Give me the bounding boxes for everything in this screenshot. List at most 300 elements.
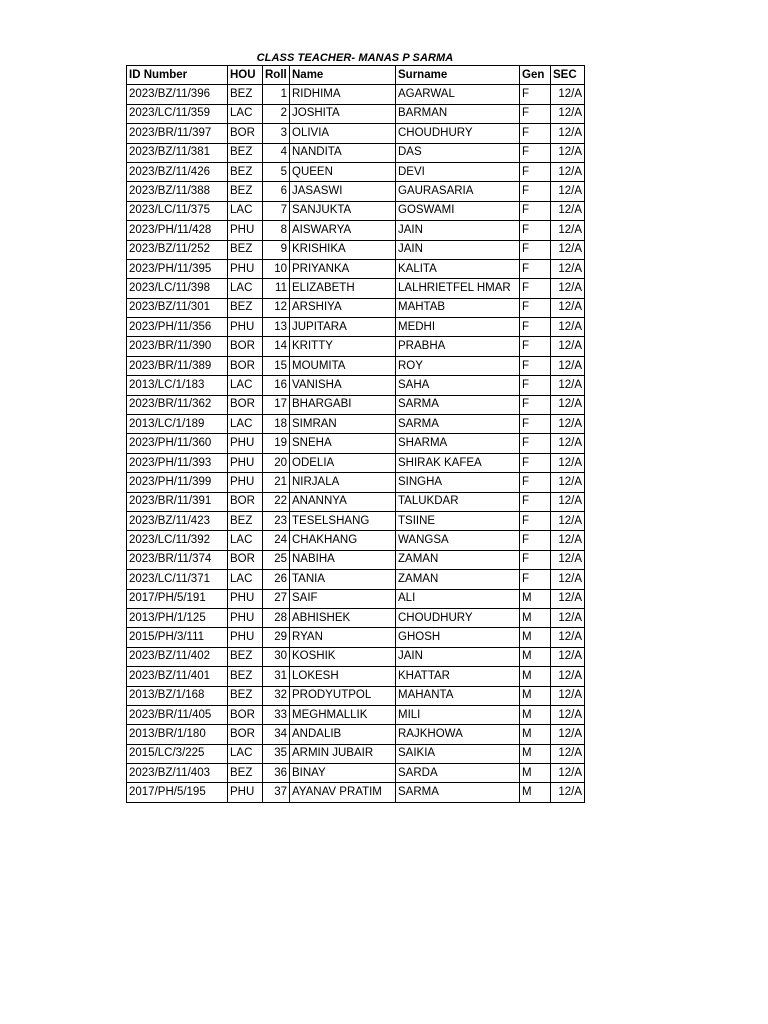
table-row	[127, 705, 585, 724]
cell-house: BEZ	[228, 298, 263, 317]
cell-surname: ALI	[396, 589, 520, 608]
cell-id-number: 2015/PH/3/111	[127, 628, 228, 647]
table-row	[127, 764, 585, 783]
cell-id-number: 2023/BR/11/391	[127, 492, 228, 511]
cell-id-number: 2023/PH/11/395	[127, 259, 228, 278]
cell-roll: 15	[263, 356, 290, 375]
table-row	[127, 104, 585, 123]
cell-surname: ZAMAN	[396, 570, 520, 589]
cell-roll: 22	[263, 492, 290, 511]
cell-section: 12/A	[551, 667, 585, 686]
cell-name: CHAKHANG	[290, 531, 396, 550]
cell-gender: F	[520, 434, 551, 453]
cell-id-number: 2023/BZ/11/423	[127, 511, 228, 530]
header-id-number: ID Number	[127, 66, 228, 85]
cell-name: ELIZABETH	[290, 279, 396, 298]
cell-name: BINAY	[290, 764, 396, 783]
cell-house: BOR	[228, 124, 263, 143]
cell-house: BOR	[228, 337, 263, 356]
cell-roll: 36	[263, 764, 290, 783]
header-gender: Gen	[520, 66, 551, 85]
cell-name: JASASWI	[290, 182, 396, 201]
cell-name: ODELIA	[290, 453, 396, 472]
cell-house: BEZ	[228, 764, 263, 783]
cell-house: LAC	[228, 570, 263, 589]
cell-surname: SAIKIA	[396, 744, 520, 763]
cell-surname: SAHA	[396, 376, 520, 395]
cell-name: ANDALIB	[290, 725, 396, 744]
cell-roll: 27	[263, 589, 290, 608]
cell-section: 12/A	[551, 783, 585, 802]
cell-section: 12/A	[551, 124, 585, 143]
cell-house: PHU	[228, 608, 263, 627]
table-row	[127, 647, 585, 666]
cell-id-number: 2013/BZ/1/168	[127, 686, 228, 705]
cell-roll: 6	[263, 182, 290, 201]
cell-id-number: 2013/LC/1/189	[127, 415, 228, 434]
cell-surname: SHIRAK KAFEA	[396, 453, 520, 472]
cell-roll: 16	[263, 376, 290, 395]
cell-name: RIDHIMA	[290, 85, 396, 104]
cell-section: 12/A	[551, 647, 585, 666]
cell-house: BOR	[228, 492, 263, 511]
cell-section: 12/A	[551, 764, 585, 783]
cell-section: 12/A	[551, 589, 585, 608]
cell-id-number: 2023/LC/11/392	[127, 531, 228, 550]
cell-id-number: 2023/PH/11/360	[127, 434, 228, 453]
cell-house: BEZ	[228, 162, 263, 181]
table-row	[127, 124, 585, 143]
cell-name: KRITTY	[290, 337, 396, 356]
cell-name: MEGHMALLIK	[290, 705, 396, 724]
cell-surname: BARMAN	[396, 104, 520, 123]
cell-section: 12/A	[551, 259, 585, 278]
table-row	[127, 550, 585, 569]
cell-section: 12/A	[551, 221, 585, 240]
cell-section: 12/A	[551, 531, 585, 550]
cell-name: ANANNYA	[290, 492, 396, 511]
cell-section: 12/A	[551, 182, 585, 201]
cell-surname: AGARWAL	[396, 85, 520, 104]
cell-gender: F	[520, 85, 551, 104]
cell-house: BOR	[228, 705, 263, 724]
cell-house: LAC	[228, 376, 263, 395]
cell-name: PRIYANKA	[290, 259, 396, 278]
cell-gender: M	[520, 589, 551, 608]
table-row	[127, 337, 585, 356]
cell-roll: 10	[263, 259, 290, 278]
cell-section: 12/A	[551, 356, 585, 375]
student-roster-table	[126, 65, 585, 803]
cell-house: BOR	[228, 395, 263, 414]
cell-section: 12/A	[551, 162, 585, 181]
cell-gender: M	[520, 764, 551, 783]
cell-roll: 34	[263, 725, 290, 744]
cell-gender: F	[520, 318, 551, 337]
table-row	[127, 162, 585, 181]
cell-house: BEZ	[228, 511, 263, 530]
cell-roll: 35	[263, 744, 290, 763]
cell-surname: SARMA	[396, 395, 520, 414]
cell-roll: 20	[263, 453, 290, 472]
cell-id-number: 2023/PH/11/428	[127, 221, 228, 240]
cell-name: PRODYUTPOL	[290, 686, 396, 705]
cell-section: 12/A	[551, 376, 585, 395]
table-row	[127, 356, 585, 375]
cell-house: PHU	[228, 318, 263, 337]
cell-section: 12/A	[551, 104, 585, 123]
cell-name: ARMIN JUBAIR	[290, 744, 396, 763]
table-row	[127, 473, 585, 492]
cell-gender: M	[520, 667, 551, 686]
cell-surname: DAS	[396, 143, 520, 162]
cell-surname: GOSWAMI	[396, 201, 520, 220]
cell-roll: 8	[263, 221, 290, 240]
cell-id-number: 2023/BR/11/362	[127, 395, 228, 414]
cell-section: 12/A	[551, 240, 585, 259]
table-row	[127, 589, 585, 608]
cell-roll: 30	[263, 647, 290, 666]
cell-section: 12/A	[551, 279, 585, 298]
table-row	[127, 143, 585, 162]
cell-house: BEZ	[228, 667, 263, 686]
cell-gender: F	[520, 104, 551, 123]
cell-id-number: 2023/PH/11/356	[127, 318, 228, 337]
cell-roll: 1	[263, 85, 290, 104]
table-row	[127, 85, 585, 104]
cell-surname: LALHRIETFEL HMAR	[396, 279, 520, 298]
cell-surname: DEVI	[396, 162, 520, 181]
cell-name: SNEHA	[290, 434, 396, 453]
cell-name: LOKESH	[290, 667, 396, 686]
cell-surname: RAJKHOWA	[396, 725, 520, 744]
cell-name: NABIHA	[290, 550, 396, 569]
cell-house: PHU	[228, 628, 263, 647]
cell-name: KOSHIK	[290, 647, 396, 666]
header-surname: Surname	[396, 66, 520, 85]
cell-roll: 9	[263, 240, 290, 259]
cell-name: QUEEN	[290, 162, 396, 181]
cell-house: BEZ	[228, 85, 263, 104]
cell-id-number: 2013/BR/1/180	[127, 725, 228, 744]
cell-house: BEZ	[228, 240, 263, 259]
cell-id-number: 2023/BR/11/389	[127, 356, 228, 375]
cell-surname: MAHANTA	[396, 686, 520, 705]
cell-roll: 37	[263, 783, 290, 802]
cell-roll: 14	[263, 337, 290, 356]
cell-id-number: 2023/BR/11/397	[127, 124, 228, 143]
header-section: SEC	[551, 66, 585, 85]
table-row	[127, 240, 585, 259]
table-row	[127, 511, 585, 530]
cell-name: NANDITA	[290, 143, 396, 162]
cell-id-number: 2023/BZ/11/252	[127, 240, 228, 259]
cell-id-number: 2023/LC/11/375	[127, 201, 228, 220]
cell-section: 12/A	[551, 608, 585, 627]
cell-gender: F	[520, 492, 551, 511]
cell-roll: 3	[263, 124, 290, 143]
cell-name: JUPITARA	[290, 318, 396, 337]
header-house: HOU	[228, 66, 263, 85]
cell-house: LAC	[228, 531, 263, 550]
cell-section: 12/A	[551, 511, 585, 530]
table-row	[127, 628, 585, 647]
cell-section: 12/A	[551, 434, 585, 453]
cell-gender: M	[520, 783, 551, 802]
cell-surname: SARMA	[396, 415, 520, 434]
cell-gender: F	[520, 143, 551, 162]
cell-id-number: 2023/BZ/11/426	[127, 162, 228, 181]
table-body	[127, 85, 585, 802]
cell-roll: 13	[263, 318, 290, 337]
cell-house: PHU	[228, 473, 263, 492]
table-row	[127, 298, 585, 317]
table-row	[127, 453, 585, 472]
table-row	[127, 667, 585, 686]
cell-roll: 21	[263, 473, 290, 492]
cell-roll: 17	[263, 395, 290, 414]
cell-id-number: 2023/LC/11/371	[127, 570, 228, 589]
cell-gender: F	[520, 531, 551, 550]
cell-gender: F	[520, 337, 551, 356]
cell-gender: F	[520, 356, 551, 375]
cell-gender: F	[520, 473, 551, 492]
cell-house: PHU	[228, 783, 263, 802]
cell-gender: F	[520, 415, 551, 434]
cell-roll: 5	[263, 162, 290, 181]
cell-id-number: 2023/BR/11/374	[127, 550, 228, 569]
cell-surname: MAHTAB	[396, 298, 520, 317]
cell-roll: 23	[263, 511, 290, 530]
cell-roll: 32	[263, 686, 290, 705]
cell-roll: 18	[263, 415, 290, 434]
cell-section: 12/A	[551, 705, 585, 724]
cell-id-number: 2017/PH/5/191	[127, 589, 228, 608]
table-row	[127, 182, 585, 201]
cell-surname: TSIINE	[396, 511, 520, 530]
table-row	[127, 492, 585, 511]
cell-name: AYANAV PRATIM	[290, 783, 396, 802]
cell-section: 12/A	[551, 143, 585, 162]
cell-name: SIMRAN	[290, 415, 396, 434]
cell-section: 12/A	[551, 628, 585, 647]
table-row	[127, 201, 585, 220]
cell-surname: SHARMA	[396, 434, 520, 453]
cell-roll: 29	[263, 628, 290, 647]
cell-surname: JAIN	[396, 240, 520, 259]
cell-gender: M	[520, 608, 551, 627]
cell-id-number: 2023/BZ/11/396	[127, 85, 228, 104]
cell-id-number: 2023/PH/11/399	[127, 473, 228, 492]
cell-id-number: 2023/BZ/11/301	[127, 298, 228, 317]
table-row	[127, 259, 585, 278]
table-row	[127, 395, 585, 414]
cell-gender: M	[520, 647, 551, 666]
cell-surname: KALITA	[396, 259, 520, 278]
table-row	[127, 434, 585, 453]
cell-surname: MEDHI	[396, 318, 520, 337]
cell-section: 12/A	[551, 318, 585, 337]
cell-section: 12/A	[551, 298, 585, 317]
cell-surname: JAIN	[396, 647, 520, 666]
table-row	[127, 318, 585, 337]
cell-roll: 26	[263, 570, 290, 589]
cell-id-number: 2017/PH/5/195	[127, 783, 228, 802]
header-name: Name	[290, 66, 396, 85]
cell-section: 12/A	[551, 686, 585, 705]
cell-house: PHU	[228, 221, 263, 240]
cell-house: BEZ	[228, 686, 263, 705]
cell-id-number: 2013/LC/1/183	[127, 376, 228, 395]
cell-gender: M	[520, 725, 551, 744]
cell-gender: F	[520, 395, 551, 414]
cell-house: BEZ	[228, 647, 263, 666]
table-row	[127, 744, 585, 763]
cell-name: JOSHITA	[290, 104, 396, 123]
cell-name: VANISHA	[290, 376, 396, 395]
table-row	[127, 531, 585, 550]
cell-section: 12/A	[551, 473, 585, 492]
cell-name: OLIVIA	[290, 124, 396, 143]
table-row	[127, 221, 585, 240]
cell-section: 12/A	[551, 725, 585, 744]
cell-house: BEZ	[228, 182, 263, 201]
cell-gender: F	[520, 201, 551, 220]
cell-surname: GHOSH	[396, 628, 520, 647]
cell-surname: SARDA	[396, 764, 520, 783]
cell-surname: TALUKDAR	[396, 492, 520, 511]
cell-house: LAC	[228, 104, 263, 123]
cell-id-number: 2023/BR/11/390	[127, 337, 228, 356]
cell-house: PHU	[228, 453, 263, 472]
table-row	[127, 783, 585, 802]
cell-roll: 19	[263, 434, 290, 453]
cell-name: NIRJALA	[290, 473, 396, 492]
cell-name: BHARGABI	[290, 395, 396, 414]
header-row	[127, 66, 585, 85]
cell-id-number: 2023/BZ/11/402	[127, 647, 228, 666]
cell-id-number: 2013/PH/1/125	[127, 608, 228, 627]
cell-roll: 31	[263, 667, 290, 686]
cell-surname: ROY	[396, 356, 520, 375]
cell-surname: PRABHA	[396, 337, 520, 356]
cell-gender: F	[520, 240, 551, 259]
cell-house: BOR	[228, 356, 263, 375]
cell-surname: KHATTAR	[396, 667, 520, 686]
table-row	[127, 570, 585, 589]
cell-section: 12/A	[551, 492, 585, 511]
table-row	[127, 608, 585, 627]
cell-house: LAC	[228, 415, 263, 434]
cell-name: RYAN	[290, 628, 396, 647]
cell-name: AISWARYA	[290, 221, 396, 240]
cell-id-number: 2023/BZ/11/401	[127, 667, 228, 686]
cell-gender: F	[520, 298, 551, 317]
cell-gender: F	[520, 511, 551, 530]
cell-roll: 12	[263, 298, 290, 317]
cell-section: 12/A	[551, 395, 585, 414]
cell-roll: 28	[263, 608, 290, 627]
cell-roll: 7	[263, 201, 290, 220]
table-row	[127, 279, 585, 298]
cell-house: PHU	[228, 589, 263, 608]
cell-house: PHU	[228, 434, 263, 453]
cell-gender: M	[520, 686, 551, 705]
cell-gender: F	[520, 279, 551, 298]
cell-surname: CHOUDHURY	[396, 124, 520, 143]
cell-roll: 4	[263, 143, 290, 162]
cell-roll: 24	[263, 531, 290, 550]
cell-id-number: 2015/LC/3/225	[127, 744, 228, 763]
cell-gender: F	[520, 570, 551, 589]
cell-id-number: 2023/PH/11/393	[127, 453, 228, 472]
cell-gender: M	[520, 705, 551, 724]
cell-surname: CHOUDHURY	[396, 608, 520, 627]
cell-surname: JAIN	[396, 221, 520, 240]
cell-house: PHU	[228, 259, 263, 278]
cell-section: 12/A	[551, 550, 585, 569]
cell-house: LAC	[228, 744, 263, 763]
cell-surname: MILI	[396, 705, 520, 724]
cell-section: 12/A	[551, 570, 585, 589]
cell-name: TESELSHANG	[290, 511, 396, 530]
cell-surname: ZAMAN	[396, 550, 520, 569]
cell-roll: 25	[263, 550, 290, 569]
cell-surname: SARMA	[396, 783, 520, 802]
table-header	[127, 66, 585, 85]
cell-roll: 2	[263, 104, 290, 123]
cell-house: LAC	[228, 279, 263, 298]
header-roll: Roll	[263, 66, 290, 85]
cell-section: 12/A	[551, 85, 585, 104]
cell-gender: M	[520, 744, 551, 763]
cell-gender: F	[520, 259, 551, 278]
cell-name: KRISHIKA	[290, 240, 396, 259]
cell-house: BOR	[228, 725, 263, 744]
cell-name: TANIA	[290, 570, 396, 589]
cell-id-number: 2023/LC/11/398	[127, 279, 228, 298]
cell-name: MOUMITA	[290, 356, 396, 375]
cell-gender: F	[520, 162, 551, 181]
cell-gender: F	[520, 376, 551, 395]
cell-section: 12/A	[551, 415, 585, 434]
cell-surname: GAURASARIA	[396, 182, 520, 201]
cell-section: 12/A	[551, 337, 585, 356]
page-title: CLASS TEACHER- MANAS P SARMA	[256, 52, 454, 64]
cell-section: 12/A	[551, 201, 585, 220]
cell-gender: M	[520, 628, 551, 647]
cell-name: SAIF	[290, 589, 396, 608]
cell-id-number: 2023/BZ/11/381	[127, 143, 228, 162]
cell-gender: F	[520, 124, 551, 143]
table-row	[127, 376, 585, 395]
cell-surname: SINGHA	[396, 473, 520, 492]
cell-name: SANJUKTA	[290, 201, 396, 220]
cell-name: ARSHIYA	[290, 298, 396, 317]
cell-surname: WANGSA	[396, 531, 520, 550]
table-row	[127, 415, 585, 434]
cell-section: 12/A	[551, 453, 585, 472]
cell-id-number: 2023/BR/11/405	[127, 705, 228, 724]
cell-gender: F	[520, 221, 551, 240]
cell-house: LAC	[228, 201, 263, 220]
cell-gender: F	[520, 550, 551, 569]
cell-roll: 33	[263, 705, 290, 724]
cell-id-number: 2023/LC/11/359	[127, 104, 228, 123]
cell-id-number: 2023/BZ/11/388	[127, 182, 228, 201]
cell-id-number: 2023/BZ/11/403	[127, 764, 228, 783]
cell-section: 12/A	[551, 744, 585, 763]
